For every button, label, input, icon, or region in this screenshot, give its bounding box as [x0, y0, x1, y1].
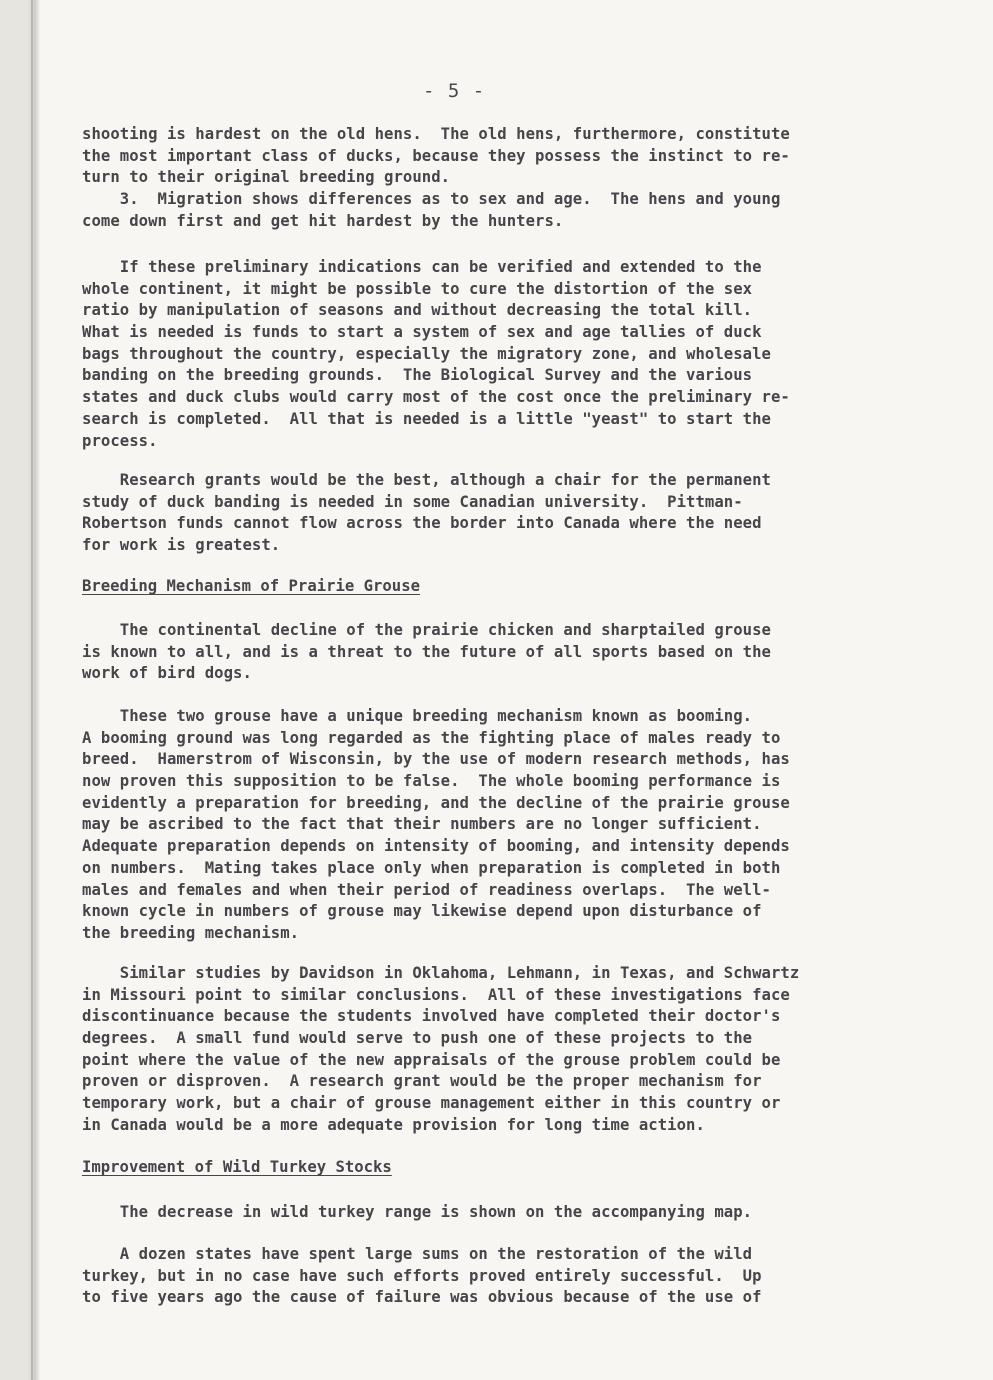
text-line: These two grouse have a unique breeding mechanism known as booming. [82, 707, 753, 725]
text-line: discontinuance because the students involved have completed their doctor's [82, 1007, 781, 1026]
text-line: degrees. A small fund would serve to push one of these projects to the [82, 1029, 753, 1048]
text-line: temporary work, but a chair of grouse management either in this country or [82, 1094, 781, 1113]
text-line: proven or disproven. A research grant would be the proper mechanism for [82, 1072, 762, 1091]
text-line: is known to all, and is a threat to the future of all sports based on the [82, 642, 771, 661]
text-line: search is completed. All that is needed is a little "yeast" to start the [82, 409, 771, 428]
text-line: shooting is hardest on the old hens. The old hens, furthermore, constitute [82, 125, 790, 143]
text-line: The continental decline of the prairie chicken and sharptailed grouse [82, 621, 771, 639]
paragraph-continental-decline [82, 620, 892, 685]
page-number: - 5 - [423, 80, 486, 102]
paragraph-similar-studies [82, 963, 892, 1137]
text-line: may be ascribed to the fact that their numbers are no longer sufficient. [82, 815, 762, 834]
paragraph-booming [82, 706, 892, 945]
text-line: 3. Migration shows differences as to sex and age. The hens and young [82, 190, 781, 209]
paragraph-sex-ratio [82, 257, 892, 452]
text-line: Research grants would be the best, although a chair for the permanent [82, 471, 771, 489]
text-line: breed. Hamerstrom of Wisconsin, by the use of modern research methods, has [82, 750, 790, 769]
text-line: work of bird dogs. [82, 664, 252, 683]
text-line: A booming ground was long regarded as the fighting place of males ready to [82, 728, 781, 747]
text-line: the breeding mechanism. [82, 923, 300, 942]
text-line: ratio by manipulation of seasons and without decreasing the total kill. [82, 301, 753, 320]
text-line: Robertson funds cannot flow across the border into Canada where the need [82, 514, 762, 533]
text-line: the most important class of ducks, because they possess the instinct to re- [82, 146, 790, 165]
text-line: states and duck clubs would carry most of the cost once the preliminary re- [82, 388, 790, 407]
section-heading-wild-turkey: Improvement of Wild Turkey Stocks [82, 1158, 392, 1176]
text-line: The decrease in wild turkey range is shown on the accompanying map. [82, 1203, 753, 1221]
text-line: males and females and when their period of readiness overlaps. The well- [82, 880, 771, 899]
text-line: on numbers. Mating takes place only when preparation is completed in both [82, 858, 781, 877]
text-line: whole continent, it might be possible to cure the distortion of the sex [82, 279, 753, 298]
text-line: banding on the breeding grounds. The Biological Survey and the various [82, 366, 753, 385]
paragraph-research-grants [82, 470, 892, 557]
text-line: If these preliminary indications can be verified and extended to the [82, 258, 762, 276]
text-line: now proven this supposition to be false. The whole booming performance is [82, 772, 781, 791]
text-line: Similar studies by Davidson in Oklahoma, Lehmann, in Texas, and Schwartz [82, 964, 800, 982]
text-line: point where the value of the new appraisals of the grouse problem could be [82, 1050, 781, 1069]
text-line: to five years ago the cause of failure was obvious because of the use of [82, 1288, 762, 1307]
text-line: Adequate preparation depends on intensity of booming, and intensity depends [82, 837, 790, 856]
text-line: bags throughout the country, especially the migratory zone, and wholesale [82, 344, 771, 363]
text-line: in Canada would be a more adequate provision for long time action. [82, 1115, 705, 1134]
book-spine [0, 0, 40, 1380]
text-line: known cycle in numbers of grouse may likewise depend upon disturbance of [82, 902, 762, 921]
paragraph-duck-migration [82, 124, 892, 232]
paragraph-turkey-range [82, 1202, 892, 1224]
spine-gutter-line [31, 0, 33, 1380]
paragraph-turkey-restoration [82, 1244, 892, 1309]
section-heading-prairie-grouse: Breeding Mechanism of Prairie Grouse [82, 577, 420, 595]
text-line: study of duck banding is needed in some Canadian university. Pittman- [82, 492, 743, 511]
text-line: in Missouri point to similar conclusions. All of these investigations face [82, 985, 790, 1004]
text-line: for work is greatest. [82, 536, 281, 555]
text-line: turkey, but in no case have such efforts proved entirely successful. Up [82, 1266, 762, 1285]
text-line: evidently a preparation for breeding, and the decline of the prairie grouse [82, 793, 790, 812]
text-line: turn to their original breeding ground. [82, 168, 451, 187]
text-line: process. [82, 431, 158, 450]
text-line: come down first and get hit hardest by the hunters. [82, 211, 564, 230]
text-line: A dozen states have spent large sums on the restoration of the wild [82, 1245, 753, 1263]
text-line: What is needed is funds to start a system of sex and age tallies of duck [82, 323, 762, 342]
